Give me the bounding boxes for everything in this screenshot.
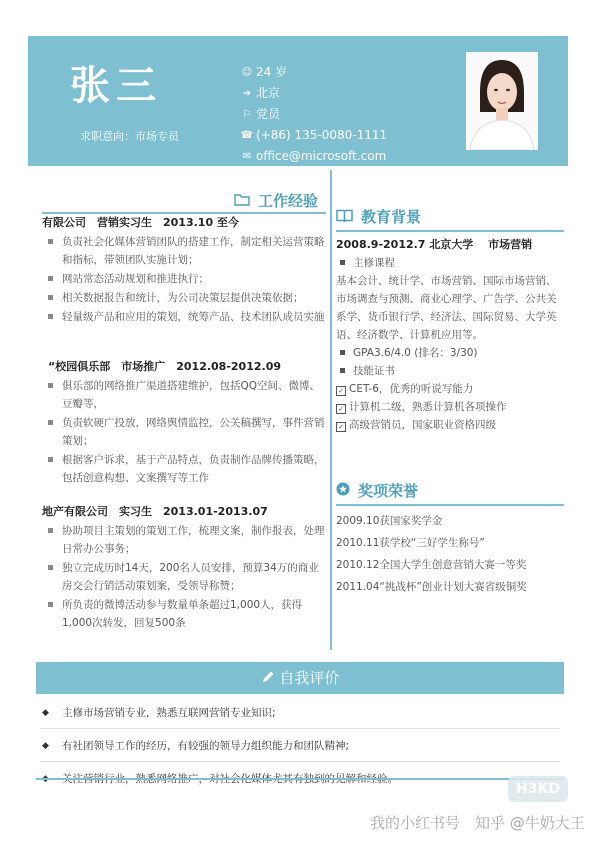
info-phone: ☎ (+86) 135-0080-1111 bbox=[240, 125, 387, 146]
list-item: 相关数据报告和统计，为公司决策层提供决策依据； bbox=[42, 289, 327, 307]
list-item: 负责软硬广投放，网络舆情监控，公关稿撰写，事件营销策划； bbox=[42, 414, 327, 450]
list-item: ◆ 有社团领导工作的经历，有较强的领导力组织能力和团队精神; bbox=[40, 735, 560, 757]
education-line: 2008.9-2012.7 北京大学 市场营销 bbox=[336, 238, 533, 251]
cert-item: ✓ 高级营销员，国家职业资格四级 bbox=[336, 416, 561, 434]
phone-icon: ☎ bbox=[240, 130, 254, 141]
gpa-row: GPA3.6/4.0 (排名：3/30) bbox=[336, 344, 561, 362]
job-intent: 求职意向：市场专员 bbox=[80, 130, 179, 143]
divider bbox=[40, 728, 560, 729]
job-entry bbox=[42, 214, 327, 327]
footer-line bbox=[36, 778, 564, 780]
divider bbox=[40, 761, 560, 762]
info-age: ☺ 24 岁 bbox=[240, 62, 387, 83]
book-icon bbox=[336, 208, 353, 226]
bullet-square-icon bbox=[340, 260, 345, 265]
list-item: 独立完成历时14天，200名人员安排，预算34万的商业房交会行销活动策划案，受领导称赞； bbox=[42, 559, 327, 595]
bullet-square-icon bbox=[340, 350, 345, 355]
job-title: “校园俱乐部 市场推广 2012.08-2012.09 bbox=[48, 360, 281, 373]
flag-icon: ⚐ bbox=[242, 109, 252, 120]
list-item: 网站常态活动规划和推进执行； bbox=[42, 270, 327, 288]
folder-icon bbox=[234, 192, 250, 210]
list-item: 负责社会化媒体营销团队的搭建工作，制定相关运营策略和指标，带领团队实施计划； bbox=[42, 233, 327, 269]
info-email: ✉ office@microsoft.com bbox=[240, 146, 387, 167]
cert-item: ✓ 计算机二级，熟悉计算机各项操作 bbox=[336, 398, 561, 416]
bullet-square-icon bbox=[340, 368, 345, 373]
column-divider bbox=[330, 170, 332, 650]
smile-icon: ☺ bbox=[241, 67, 253, 78]
award-icon bbox=[336, 482, 350, 500]
awards-list bbox=[336, 510, 561, 598]
list-item: 协助项目主策划的策划工作，梳理文案，制作报表，处理日常办公事务； bbox=[42, 522, 327, 558]
info-party: ⚐ 党员 bbox=[240, 104, 387, 125]
pencil-icon bbox=[261, 669, 280, 687]
list-item: 俱乐部的网络推广渠道搭建维护，包括QQ空间、微博、豆瓣等， bbox=[42, 377, 327, 413]
certs-label-row: 技能证书 bbox=[336, 362, 561, 380]
checkbox-icon: ✓ bbox=[336, 386, 346, 396]
list-item: 轻量级产品和应用的策划，统筹产品、技术团队成员实施 bbox=[42, 308, 327, 326]
job-title: 有限公司 营销实习生 2013.10 至今 bbox=[42, 216, 239, 229]
education-body bbox=[336, 236, 561, 434]
education-section-title: 教育背景 bbox=[336, 206, 421, 227]
evaluation-banner: 自我评价 bbox=[36, 662, 564, 694]
personal-info bbox=[240, 62, 387, 167]
list-item: ◆ 主修市场营销专业，熟悉互联网营销专业知识; bbox=[40, 702, 560, 724]
location-arrow-icon: ➜ bbox=[242, 88, 252, 99]
award-item: 2010.11获学校“三好学生称号” bbox=[336, 537, 485, 549]
name-title: 张三 bbox=[70, 63, 162, 109]
header-banner bbox=[28, 36, 568, 166]
list-item: 所负责的微博活动参与数量单条超过1,000人，获得1,000次转发，回复500条 bbox=[42, 596, 327, 632]
list-item: 根据客户诉求，基于产品特点，负责制作品牌传播策略，包括创意构想、文案撰写等工作 bbox=[42, 451, 327, 487]
cert-item: ✓ CET-6，优秀的听说写能力 bbox=[336, 380, 561, 398]
award-item: 2010.12全国大学生创意营销大赛一等奖 bbox=[336, 559, 527, 571]
watermark-logo: H3KD bbox=[508, 776, 568, 802]
job-title: 地产有限公司 实习生 2013.01-2013.07 bbox=[42, 505, 268, 518]
job-entry bbox=[42, 503, 327, 633]
award-item: 2011.04“挑战杯”创业计划大赛省级铜奖 bbox=[336, 581, 527, 593]
award-item: 2009.10获国家奖学金 bbox=[336, 515, 443, 527]
checkbox-icon: ✓ bbox=[336, 422, 346, 432]
education-title-underline bbox=[336, 230, 564, 232]
courses-text: 基本会计、统计学、市场营销、国际市场营销、市场调查与预测、商业心理学、广告学、公共关系学、货币银行学、经济法、国际贸易、大学英语、经济数学、计算机应用等。 bbox=[336, 275, 557, 341]
watermark-text: 我的小红书号 知乎 @牛奶大王 bbox=[370, 814, 585, 832]
profile-photo bbox=[466, 52, 538, 150]
evaluation-list bbox=[40, 702, 560, 790]
checkbox-icon: ✓ bbox=[336, 404, 346, 414]
work-section-title: 工作经验 bbox=[234, 190, 318, 211]
mail-icon: ✉ bbox=[242, 151, 252, 162]
awards-section-title: 奖项荣誉 bbox=[336, 480, 418, 501]
courses-label-row: 主修课程 bbox=[336, 254, 561, 272]
awards-title-underline bbox=[336, 504, 564, 506]
job-entry bbox=[42, 358, 327, 488]
info-city: ➜ 北京 bbox=[240, 83, 387, 104]
